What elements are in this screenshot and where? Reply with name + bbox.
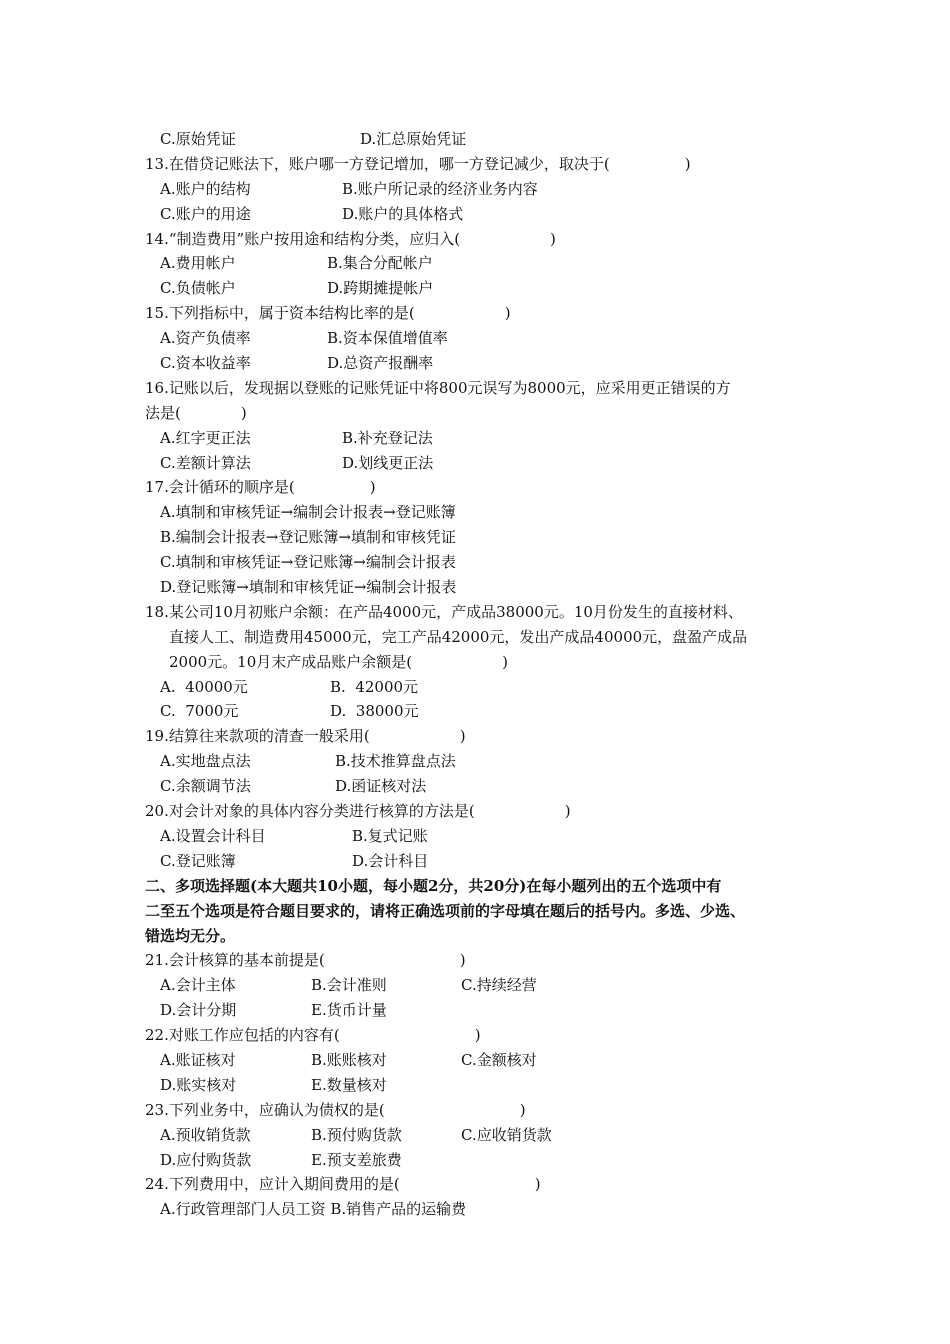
option-text: C.负债帐户 bbox=[160, 279, 236, 298]
option-row bbox=[145, 500, 825, 525]
option-text: C.登记账簿 bbox=[160, 851, 236, 870]
option-row bbox=[145, 675, 825, 700]
option-text: B.会计准则 bbox=[311, 976, 387, 995]
option-row bbox=[145, 575, 825, 600]
option-text: B.补充登记法 bbox=[342, 428, 433, 447]
option-text: B.账账核对 bbox=[311, 1050, 387, 1069]
question-text: 14.“制造费用”账户按用途和结构分类，应归入( ) bbox=[145, 229, 556, 248]
question-text: 直接人工、制造费用45000元，完工产品42000元，发出产成品40000元，盘盈产成品 bbox=[169, 627, 748, 646]
question-text: 13.在借贷记账法下，账户哪一方登记增加，哪一方登记减少，取决于( ) bbox=[145, 154, 691, 173]
option-text: B. 42000元 bbox=[330, 677, 419, 696]
option-text: B.账户所记录的经济业务内容 bbox=[342, 179, 538, 198]
option-row bbox=[145, 1197, 825, 1222]
option-text: B.集合分配帐户 bbox=[327, 254, 433, 273]
option-text: D.函证核对法 bbox=[335, 777, 427, 796]
question-text: 17.会计循环的顺序是( ) bbox=[145, 478, 376, 497]
exam-content bbox=[145, 127, 825, 1222]
option-text: D.账实核对 bbox=[160, 1075, 237, 1094]
option-text: B.资本保值增值率 bbox=[327, 329, 448, 348]
option-text: B.复式记账 bbox=[352, 826, 428, 845]
option-text: A.账户的结构 bbox=[160, 179, 251, 198]
option-text: D.汇总原始凭证 bbox=[360, 130, 467, 148]
option-row bbox=[145, 550, 825, 575]
option-row bbox=[145, 525, 825, 550]
option-text: A.资产负债率 bbox=[160, 329, 251, 348]
option-row bbox=[145, 127, 825, 152]
option-text: C.金额核对 bbox=[461, 1050, 537, 1069]
option-text: A.行政管理部门人员工资 B.销售产品的运输费 bbox=[160, 1200, 467, 1219]
option-text: D. 38000元 bbox=[330, 702, 419, 721]
option-row bbox=[145, 849, 825, 874]
option-row bbox=[145, 276, 825, 301]
option-text: E.预支差旅费 bbox=[311, 1150, 402, 1169]
option-text: C.持续经营 bbox=[461, 976, 537, 995]
option-text: C. 7000元 bbox=[160, 702, 239, 721]
option-row bbox=[145, 426, 825, 451]
option-row bbox=[145, 1073, 825, 1098]
option-text: A. 40000元 bbox=[160, 677, 248, 696]
section-heading: 错选均无分。 bbox=[145, 926, 236, 945]
option-text: B.编制会计报表→登记账簿→填制和审核凭证 bbox=[160, 528, 456, 547]
option-row bbox=[145, 202, 825, 227]
option-text: B.预付购货款 bbox=[311, 1125, 402, 1144]
option-text: C.资本收益率 bbox=[160, 354, 251, 373]
option-text: A.实地盘点法 bbox=[160, 752, 251, 771]
option-row bbox=[145, 824, 825, 849]
section-heading: 二、多项选择题(本大题共10小题，每小题2分，共20分)在每小题列出的五个选项中有 bbox=[145, 876, 722, 895]
option-text: C.账户的用途 bbox=[160, 204, 251, 223]
option-row bbox=[145, 177, 825, 202]
option-text: B.技术推算盘点法 bbox=[335, 752, 456, 771]
option-text: D.登记账簿→填制和审核凭证→编制会计报表 bbox=[160, 578, 457, 597]
question-text: 20.对会计对象的具体内容分类进行核算的方法是( ) bbox=[145, 802, 571, 821]
question-text: 18.某公司10月初账户余额：在产品4000元，产成品38000元。10月份发生的直接材料、 bbox=[145, 602, 743, 621]
option-text: A.费用帐户 bbox=[160, 254, 236, 273]
option-row bbox=[145, 251, 825, 276]
option-text: A.账证核对 bbox=[160, 1050, 236, 1069]
option-text: C.填制和审核凭证→登记账簿→编制会计报表 bbox=[160, 553, 456, 572]
question-text: 22.对账工作应包括的内容有( ) bbox=[145, 1026, 481, 1045]
option-text: A.红字更正法 bbox=[160, 428, 251, 447]
option-text: E.货币计量 bbox=[311, 1001, 387, 1020]
option-text: D.账户的具体格式 bbox=[342, 204, 464, 223]
option-row bbox=[145, 1148, 825, 1173]
option-text: D.会计科目 bbox=[352, 851, 429, 870]
question-text: 16.记账以后，发现据以登账的记账凭证中将800元误写为8000元，应采用更正错误的方 bbox=[145, 378, 731, 397]
option-row bbox=[145, 326, 825, 351]
option-row bbox=[145, 351, 825, 376]
option-text: A.设置会计科目 bbox=[160, 826, 266, 845]
option-text: D.会计分期 bbox=[160, 1001, 237, 1020]
option-row bbox=[145, 1048, 825, 1073]
option-text: C.余额调节法 bbox=[160, 777, 251, 796]
option-text: A.填制和审核凭证→编制会计报表→登记账簿 bbox=[160, 503, 456, 522]
question-text: 2000元。10月末产成品账户余额是( ) bbox=[169, 652, 508, 671]
option-text: D.跨期摊提帐户 bbox=[327, 279, 434, 298]
option-text: A.预收销货款 bbox=[160, 1125, 251, 1144]
option-text: C.差额计算法 bbox=[160, 453, 251, 472]
option-row bbox=[145, 451, 825, 476]
option-text: D.总资产报酬率 bbox=[327, 354, 434, 373]
question-text: 15.下列指标中，属于资本结构比率的是( ) bbox=[145, 304, 511, 323]
option-row bbox=[145, 699, 825, 724]
option-text: A.会计主体 bbox=[160, 976, 236, 995]
question-text: 24.下列费用中，应计入期间费用的是( ) bbox=[145, 1175, 541, 1194]
option-row bbox=[145, 749, 825, 774]
option-text: E.数量核对 bbox=[311, 1075, 387, 1094]
option-text: C.应收销货款 bbox=[461, 1125, 552, 1144]
option-row bbox=[145, 998, 825, 1023]
option-row bbox=[145, 774, 825, 799]
option-text: C.原始凭证 bbox=[160, 130, 236, 148]
question-text: 23.下列业务中，应确认为债权的是( ) bbox=[145, 1100, 526, 1119]
question-text: 19.结算往来款项的清查一般采用( ) bbox=[145, 727, 466, 746]
question-text: 法是( ) bbox=[145, 403, 247, 422]
option-row bbox=[145, 973, 825, 998]
section-heading: 二至五个选项是符合题目要求的，请将正确选项前的字母填在题后的括号内。多选、少选、 bbox=[145, 901, 746, 920]
option-row bbox=[145, 1123, 825, 1148]
question-text: 21.会计核算的基本前提是( ) bbox=[145, 951, 466, 970]
option-text: D.划线更正法 bbox=[342, 453, 434, 472]
option-text: D.应付购货款 bbox=[160, 1150, 252, 1169]
